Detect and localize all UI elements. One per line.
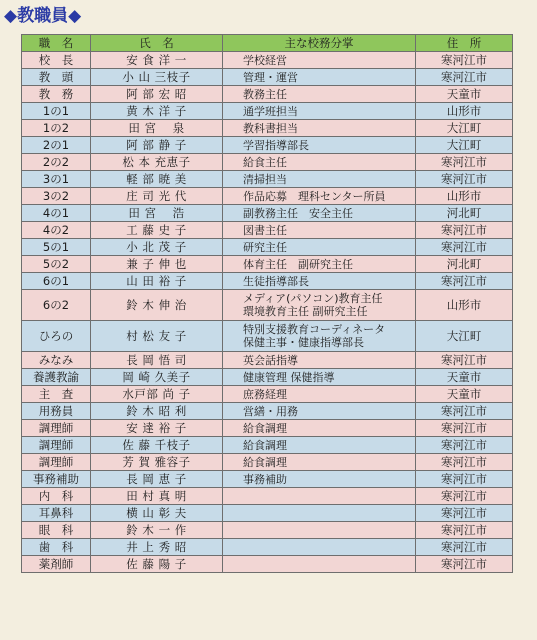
duty-cell [223,437,416,454]
name-cell: 佐 藤 陽 子 [91,556,223,573]
address-cell: 大江町 [416,120,513,137]
role-cell: 教 頭 [22,69,91,86]
duty-cell [223,522,416,539]
header-duty: 主な校務分掌 [223,35,416,52]
table-row [22,256,513,273]
address-cell: 寒河江市 [416,488,513,505]
address-cell: 寒河江市 [416,420,513,437]
duty-cell [223,386,416,403]
duty-line: 健康管理 保健指導 [243,370,335,384]
name-cell: 佐 藤 千枝子 [91,437,223,454]
address-cell: 寒河江市 [416,171,513,188]
duty-cell [223,239,416,256]
name-cell: 松 本 充恵子 [91,154,223,171]
table-row [22,120,513,137]
duty-line: 給食主任 [243,155,287,169]
address-cell: 寒河江市 [416,556,513,573]
duty-cell [223,171,416,188]
duty-line: 教科書担当 [243,121,298,135]
duty-line: 教務主任 [243,87,287,101]
table-row [22,369,513,386]
address-cell: 天童市 [416,86,513,103]
address-cell: 河北町 [416,205,513,222]
name-cell: 田 宮 浩 [91,205,223,222]
duty-cell [223,86,416,103]
address-cell: 寒河江市 [416,454,513,471]
duty-cell [223,471,416,488]
duty-cell [223,256,416,273]
role-cell: 2の1 [22,137,91,154]
role-cell: 歯 科 [22,539,91,556]
address-cell: 山形市 [416,188,513,205]
table-row [22,154,513,171]
name-cell: 水戸部 尚 子 [91,386,223,403]
duty-line: 事務補助 [243,472,287,486]
role-cell: 調理師 [22,437,91,454]
page-title: ◆教職員◆ [4,6,82,26]
role-cell: 眼 科 [22,522,91,539]
address-cell: 寒河江市 [416,471,513,488]
role-cell: 4の2 [22,222,91,239]
address-cell: 寒河江市 [416,505,513,522]
role-cell: 5の2 [22,256,91,273]
name-cell: 兼 子 伸 也 [91,256,223,273]
duty-line: 生徒指導部長 [243,274,309,288]
table-row [22,386,513,403]
name-cell: 鈴 木 昭 利 [91,403,223,420]
name-cell: 鈴 木 伸 治 [91,290,223,321]
name-cell: 岡 崎 久美子 [91,369,223,386]
role-cell: 2の2 [22,154,91,171]
table-row [22,188,513,205]
address-cell: 寒河江市 [416,273,513,290]
role-cell: 調理師 [22,454,91,471]
duty-line: メディア(パソコン)教育主任 [243,292,383,305]
name-cell: 山 田 裕 子 [91,273,223,290]
duty-line: 作品応募 理科センター所員 [243,189,386,203]
duty-line: 体育主任 副研究主任 [243,257,353,271]
table-row [22,471,513,488]
address-cell: 寒河江市 [416,222,513,239]
duty-line: 清掃担当 [243,172,287,186]
table-row [22,137,513,154]
name-cell: 田 宮 泉 [91,120,223,137]
table-row [22,290,513,321]
table-row [22,556,513,573]
duty-cell [223,154,416,171]
name-cell: 阿 部 宏 昭 [91,86,223,103]
header-role: 職 名 [22,35,91,52]
role-cell: 主 査 [22,386,91,403]
duty-line: 給食調理 [243,455,287,469]
address-cell: 寒河江市 [416,522,513,539]
table-row [22,437,513,454]
duty-line: 図書主任 [243,223,287,237]
name-cell: 軽 部 暁 美 [91,171,223,188]
address-cell: 天童市 [416,369,513,386]
address-cell: 河北町 [416,256,513,273]
name-cell: 阿 部 静 子 [91,137,223,154]
table-row [22,539,513,556]
table-row [22,69,513,86]
duty-cell [223,205,416,222]
duty-cell [223,137,416,154]
duty-cell [223,352,416,369]
address-cell: 大江町 [416,321,513,352]
duty-cell [223,273,416,290]
name-cell: 安 達 裕 子 [91,420,223,437]
role-cell: 3の1 [22,171,91,188]
table-row [22,454,513,471]
role-cell: 1の1 [22,103,91,120]
table-row [22,273,513,290]
address-cell: 天童市 [416,386,513,403]
duty-line: 環境教育主任 副研究主任 [243,305,368,318]
duty-cell [223,488,416,505]
duty-cell [223,69,416,86]
duty-cell [223,290,416,321]
duty-line: 管理・運営 [243,70,298,84]
role-cell: 養護教諭 [22,369,91,386]
duty-line: 研究主任 [243,240,287,254]
duty-line: 学校経営 [243,53,287,67]
duty-cell [223,52,416,69]
duty-cell [223,321,416,352]
duty-line: 給食調理 [243,438,287,452]
table-row [22,222,513,239]
duty-cell [223,120,416,137]
name-cell: 庄 司 光 代 [91,188,223,205]
table-row [22,239,513,256]
role-cell: 1の2 [22,120,91,137]
duty-line: 通学班担当 [243,104,298,118]
role-cell: 校 長 [22,52,91,69]
address-cell: 寒河江市 [416,239,513,256]
name-cell: 長 岡 恵 子 [91,471,223,488]
duty-cell [223,222,416,239]
address-cell: 寒河江市 [416,437,513,454]
duty-line: 英会話指導 [243,353,298,367]
table-row [22,321,513,352]
address-cell: 寒河江市 [416,52,513,69]
duty-line: 副教務主任 安全主任 [243,206,353,220]
duty-cell [223,539,416,556]
table-row [22,171,513,188]
address-cell: 寒河江市 [416,154,513,171]
address-cell: 寒河江市 [416,69,513,86]
address-cell: 大江町 [416,137,513,154]
duty-line: 営繕・用務 [243,404,298,418]
name-cell: 鈴 木 一 作 [91,522,223,539]
table-row [22,52,513,69]
name-cell: 小 北 茂 子 [91,239,223,256]
name-cell: 村 松 友 子 [91,321,223,352]
duty-line: 保健主事・健康指導部長 [243,336,364,349]
name-cell: 工 藤 史 子 [91,222,223,239]
role-cell: 内 科 [22,488,91,505]
role-cell: 用務員 [22,403,91,420]
table-row [22,103,513,120]
duty-cell [223,369,416,386]
role-cell: 3の2 [22,188,91,205]
role-cell: みなみ [22,352,91,369]
role-cell: 教 務 [22,86,91,103]
address-cell: 寒河江市 [416,539,513,556]
duty-line: 給食調理 [243,421,287,435]
duty-cell [223,403,416,420]
name-cell: 芳 賀 雅容子 [91,454,223,471]
table-body [22,52,513,573]
name-cell: 黄 木 洋 子 [91,103,223,120]
duty-cell [223,103,416,120]
duty-cell [223,505,416,522]
duty-cell [223,188,416,205]
role-cell: 4の1 [22,205,91,222]
address-cell: 山形市 [416,290,513,321]
duty-line: 学習指導部長 [243,138,309,152]
name-cell: 長 岡 悟 司 [91,352,223,369]
address-cell: 寒河江市 [416,403,513,420]
role-cell: 事務補助 [22,471,91,488]
table-row [22,522,513,539]
header-address: 住 所 [416,35,513,52]
name-cell: 安 食 洋 一 [91,52,223,69]
duty-cell [223,556,416,573]
role-cell: 6の2 [22,290,91,321]
role-cell: 耳鼻科 [22,505,91,522]
table-row [22,352,513,369]
role-cell: ひろの [22,321,91,352]
header-name: 氏 名 [91,35,223,52]
duty-cell [223,454,416,471]
name-cell: 田 村 真 明 [91,488,223,505]
role-cell: 6の1 [22,273,91,290]
address-cell: 山形市 [416,103,513,120]
name-cell: 横 山 彰 夫 [91,505,223,522]
table-row [22,86,513,103]
table-row [22,205,513,222]
table-row [22,403,513,420]
staff-table [21,34,513,573]
name-cell: 小 山 三枝子 [91,69,223,86]
role-cell: 薬剤師 [22,556,91,573]
name-cell: 井 上 秀 昭 [91,539,223,556]
address-cell: 寒河江市 [416,352,513,369]
duty-line: 庶務経理 [243,387,287,401]
duty-line: 特別支援教育コーディネータ [243,323,386,336]
role-cell: 調理師 [22,420,91,437]
table-row [22,505,513,522]
table-row [22,420,513,437]
duty-cell [223,420,416,437]
table-row [22,488,513,505]
role-cell: 5の1 [22,239,91,256]
table-header-row [22,35,513,52]
